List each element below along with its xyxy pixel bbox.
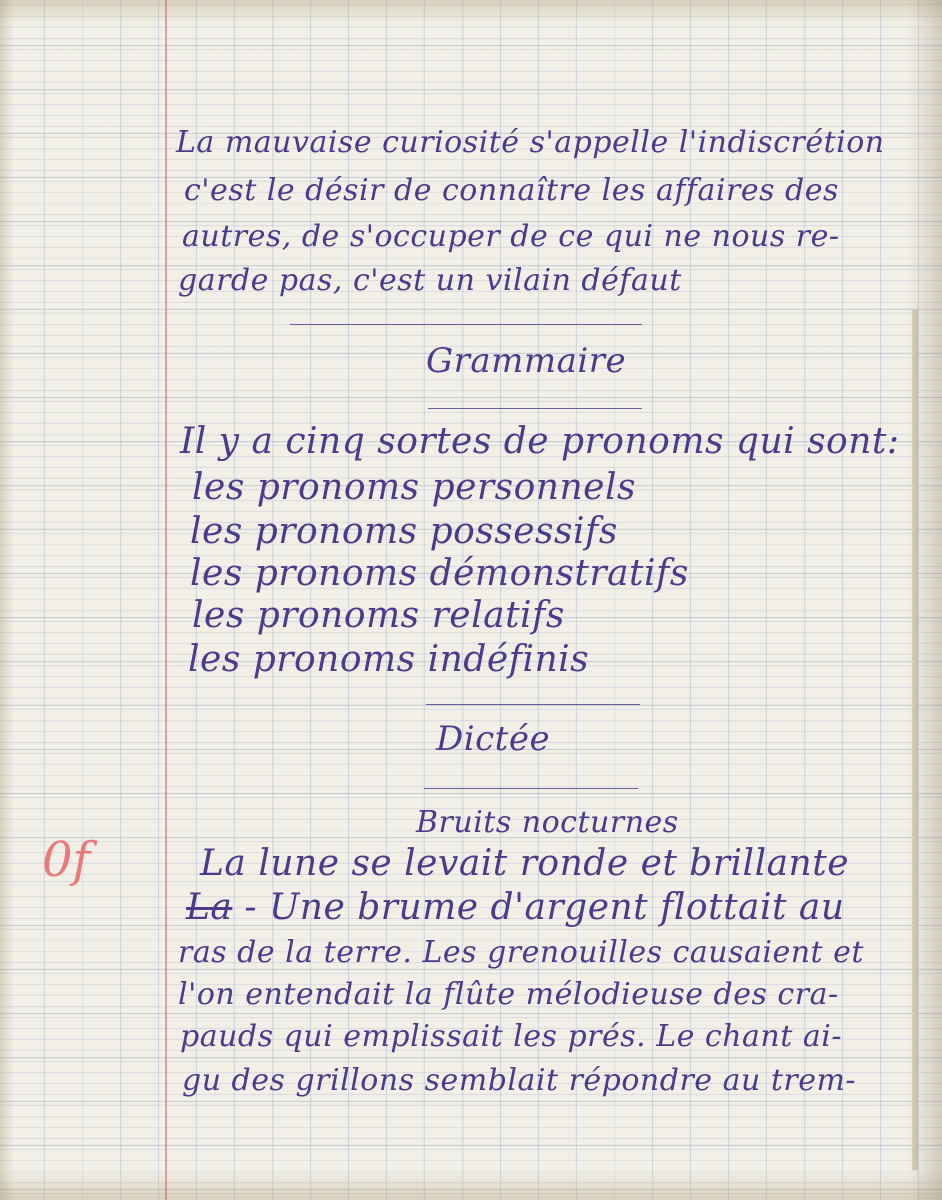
grammar-item: les pronoms relatifs: [192, 595, 565, 636]
grammar-intro: Il y a cinq sortes de pronoms qui sont:: [180, 421, 900, 462]
grammar-item: les pronoms possessifs: [190, 511, 618, 552]
dictation-subtitle: Bruits nocturnes: [416, 805, 679, 840]
paragraph-line: garde pas, c'est un vilain défaut: [178, 263, 682, 298]
margin-line: [165, 0, 167, 1200]
grammar-item: les pronoms personnels: [192, 467, 636, 508]
section-title-grammar: Grammaire: [426, 341, 627, 381]
dictation-line: ras de la terre. Les grenouilles causaient et: [178, 935, 864, 970]
paragraph-line: c'est le désir de connaître les affaires des: [184, 173, 839, 208]
dictation-line: La lune se levait ronde et brillante: [200, 843, 850, 884]
dictation-line: l'on entendait la flûte mélodieuse des cra-: [178, 977, 839, 1012]
dictation-line-text: Une brume d'argent flottait au: [268, 887, 845, 928]
margin-grade-mark: 0f: [42, 832, 91, 888]
paragraph-line: La mauvaise curiosité s'appelle l'indiscrétion: [176, 125, 885, 160]
divider: [428, 408, 642, 409]
divider: [290, 324, 642, 325]
grammar-item: les pronoms indéfinis: [188, 639, 590, 680]
dictation-line: pauds qui emplissait les prés. Le chant ai-: [180, 1019, 842, 1054]
dictation-line: gu des grillons semblait répondre au trem-: [182, 1063, 857, 1098]
divider: [424, 788, 638, 789]
struck-word: La: [186, 887, 233, 928]
section-title-dictation: Dictée: [436, 719, 551, 759]
dictation-line: La - Une brume d'argent flottait au: [186, 887, 845, 928]
torn-edge: [912, 310, 918, 1170]
grammar-item: les pronoms démonstratifs: [190, 553, 689, 594]
divider: [426, 704, 640, 705]
paragraph-line: autres, de s'occuper de ce qui ne nous re-: [182, 219, 840, 254]
